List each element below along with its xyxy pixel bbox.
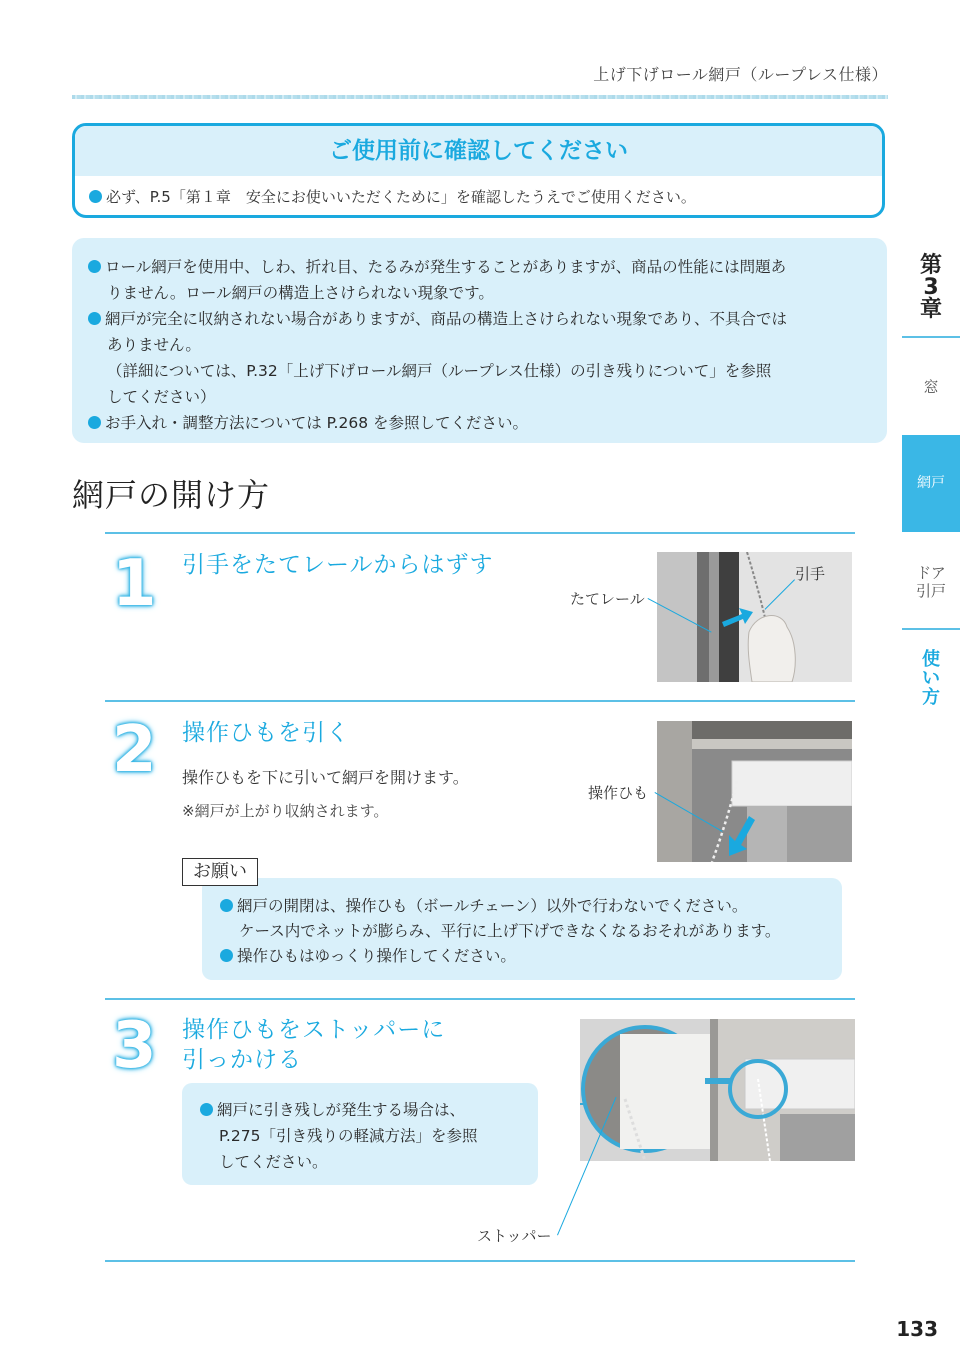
- info-item-1-line-1: ロール網戸を使用中、しわ、折れ目、たるみが発生することがありますが、商品の性能には問題あ: [105, 258, 787, 276]
- bullet-icon: [88, 260, 101, 273]
- tip-line-2: P.275「引き残りの軽減方法」を参照: [219, 1127, 478, 1145]
- step-2-photo: [657, 721, 852, 862]
- step-3-photo: [580, 1019, 855, 1161]
- tip-box: [182, 1083, 538, 1185]
- info-item-2-line-4: してください）: [107, 388, 216, 406]
- bullet-icon: [89, 190, 102, 203]
- label-stopper: ストッパー: [477, 1227, 552, 1245]
- request-line-1: 網戸の開閉は、操作ひも（ボールチェーン）以外で行わないでください。: [237, 897, 748, 915]
- tip-line-1: 網戸に引き残しが発生する場合は、: [217, 1101, 466, 1119]
- info-item-2-line-1: 網戸が完全に収納されない場合がありますが、商品の構造上さけられない現象であり、不具合では: [105, 310, 788, 328]
- chapter-line-1: 第: [919, 253, 942, 278]
- tab-door[interactable]: [902, 564, 960, 600]
- bullet-icon: [88, 312, 101, 325]
- info-item-3: お手入れ・調整方法については P.268 を参照してください。: [105, 414, 528, 432]
- chapter-line-2: 3: [923, 275, 939, 300]
- label-cord: 操作ひも: [588, 784, 649, 802]
- howto-line-2: い: [922, 668, 940, 689]
- info-item-2-line-3: （詳細については、P.32「上げ下げロール網戸（ループレス仕様）の引き残りについて」を参照: [107, 362, 772, 380]
- tab-door-line-1: ドア: [916, 564, 946, 582]
- step-1-number: 1: [112, 547, 157, 621]
- chapter-line-3: 章: [919, 297, 942, 322]
- tab-screen[interactable]: 網戸: [902, 435, 960, 532]
- page-bottom-divider: [105, 1260, 855, 1262]
- tab-chapter-3[interactable]: [902, 255, 960, 321]
- request-line-3: 操作ひもはゆっくり操作してください。: [237, 947, 516, 965]
- header-divider: [72, 95, 888, 99]
- tab-howto[interactable]: [902, 650, 960, 707]
- section-title: 網戸の開け方: [72, 476, 271, 514]
- tab-divider: [902, 628, 960, 630]
- howto-line-3: 方: [922, 687, 940, 708]
- bullet-icon: [220, 949, 233, 962]
- info-box: [72, 238, 887, 443]
- step-3-title-line-1: 操作ひもをストッパーに: [182, 1017, 446, 1043]
- step-2-number: 2: [112, 713, 157, 787]
- request-line-2: ケース内でネットが膨らみ、平行に上げ下げできなくなるおそれがあります。: [239, 922, 781, 940]
- step-divider: [105, 998, 855, 1000]
- bullet-icon: [200, 1103, 213, 1116]
- page-number: 133: [896, 1317, 938, 1341]
- howto-line-1: 使: [922, 649, 940, 670]
- caution-body: [75, 176, 882, 217]
- tab-divider: [902, 336, 960, 338]
- step-1-title: 引手をたてレールからはずす: [182, 552, 494, 578]
- info-item-2-line-2: ありません。: [107, 336, 201, 354]
- step-2-title: 操作ひもを引く: [182, 720, 350, 746]
- step-2-note: ※網戸が上がり収納されます。: [182, 802, 389, 820]
- bullet-icon: [220, 899, 233, 912]
- step-3-title-line-2: 引っかける: [182, 1047, 302, 1073]
- header-title: 上げ下げロール網戸（ループレス仕様）: [593, 65, 888, 84]
- tip-line-3: してください。: [219, 1153, 328, 1171]
- step-divider: [105, 532, 855, 534]
- tab-window[interactable]: 窓: [923, 378, 939, 396]
- step-3-number: 3: [112, 1009, 157, 1083]
- caution-heading: ご使用前に確認してください: [75, 126, 882, 176]
- caution-box: [72, 123, 885, 218]
- bullet-icon: [88, 416, 101, 429]
- step-divider: [105, 700, 855, 702]
- label-handle: 引手: [795, 565, 826, 583]
- info-item-1-line-2: りません。ロール網戸の構造上さけられない現象です。: [107, 284, 494, 302]
- step-2-text: 操作ひもを下に引いて網戸を開けます。: [182, 768, 469, 787]
- caution-text: 必ず、P.5「第１章 安全にお使いいただくために」を確認したうえでご使用ください。: [106, 188, 696, 206]
- label-rail: たてレール: [570, 590, 645, 608]
- stopper-illustration: [580, 1019, 855, 1161]
- tab-door-line-2: 引戸: [915, 582, 946, 600]
- cord-illustration: [657, 721, 852, 862]
- request-box: [202, 878, 842, 980]
- request-label: お願い: [182, 858, 258, 886]
